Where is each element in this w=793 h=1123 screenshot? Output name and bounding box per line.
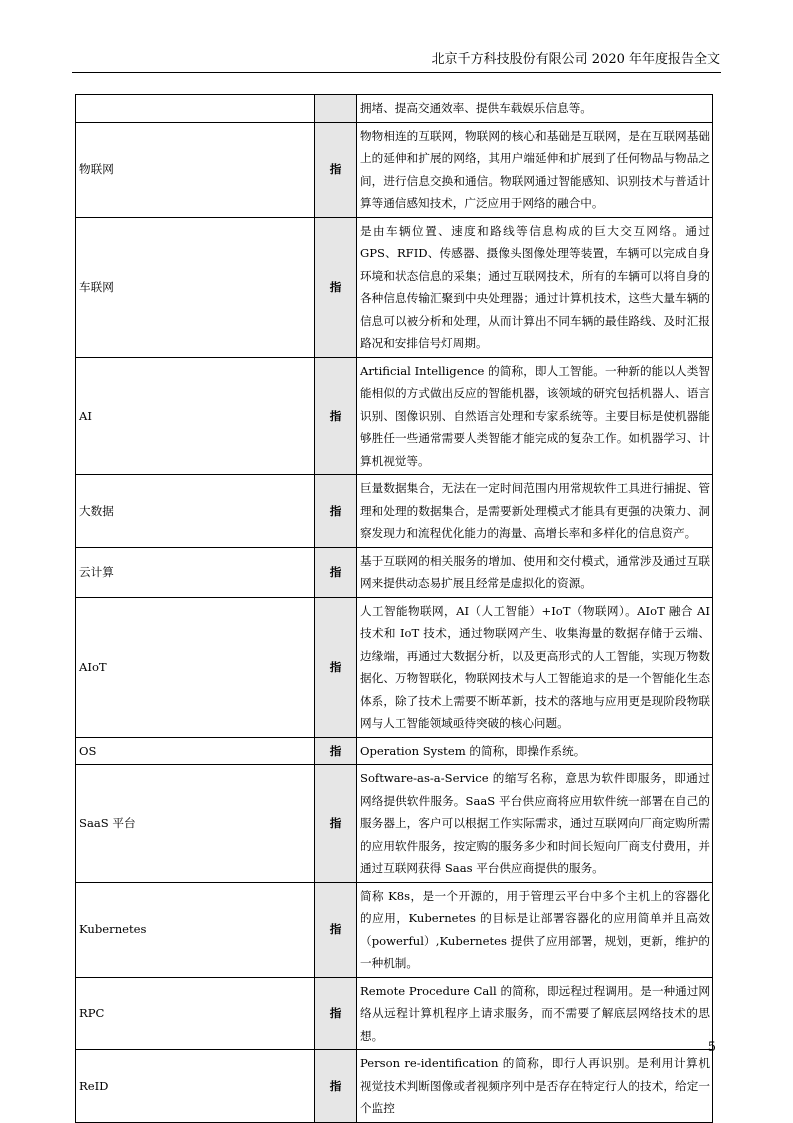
table-row bbox=[76, 597, 713, 737]
definition-cell: 人工智能物联网，AI（人工智能）+IoT（物联网）。AIoT 融合 AI 技术和 IoT 技术，通过物联网产生、收集海量的数据存储于云端、边缘端，再通过大数据分析，以及更高形式的人工智能，实现万物数据化、万物智联化，物联网技术与人工智能追求的是一个智能化生态体系，除了技术上需要不断革新，技术的落地与应用更是现阶段物联网与人工智能领域亟待突破的核心问题。 bbox=[357, 597, 713, 737]
marker-cell: 指 bbox=[315, 765, 357, 883]
term-cell: 车联网 bbox=[76, 217, 315, 357]
definition-cell: Artificial Intelligence 的简称，即人工智能。一种新的能以人类智能相似的方式做出反应的智能机器，该领域的研究包括机器人、语言识别、图像识别、自然语言处理和专家系统等。主要目标是使机器能够胜任一些通常需要人类智能才能完成的复杂工作。如机器学习、计算机视觉等。 bbox=[357, 357, 713, 475]
marker-cell: 指 bbox=[315, 475, 357, 548]
header-divider bbox=[72, 72, 721, 73]
term-cell: AI bbox=[76, 357, 315, 475]
definition-cell: 物物相连的互联网，物联网的核心和基础是互联网，是在互联网基础上的延伸和扩展的网络，其用户端延伸和扩展到了任何物品与物品之间，进行信息交换和通信。物联网通过智能感知、识别技术与普适计算等通信感知技术，广泛应用于网络的融合中。 bbox=[357, 122, 713, 217]
definition-cell: 拥堵、提高交通效率、提供车载娱乐信息等。 bbox=[357, 95, 713, 123]
definition-cell: Software-as-a-Service 的缩写名称，意思为软件即服务，即通过网络提供软件服务。SaaS 平台供应商将应用软件统一部署在自己的服务器上，客户可以根据工作实际需求，通过互联网向厂商定购所需的应用软件服务，按定购的服务多少和时间长短向厂商支付费用，并通过互联网获得 Saas 平台供应商提供的服务。 bbox=[357, 765, 713, 883]
marker-cell: 指 bbox=[315, 882, 357, 977]
page-number: 5 bbox=[707, 1040, 716, 1055]
term-cell: SaaS 平台 bbox=[76, 765, 315, 883]
table-row bbox=[76, 1050, 713, 1123]
definition-cell: 巨量数据集合，无法在一定时间范围内用常规软件工具进行捕捉、管理和处理的数据集合，是需要新处理模式才能具有更强的决策力、洞察发现力和流程优化能力的海量、高增长率和多样化的信息资产。 bbox=[357, 475, 713, 548]
term-cell: 物联网 bbox=[76, 122, 315, 217]
table-row bbox=[76, 547, 713, 597]
marker-cell bbox=[315, 95, 357, 123]
marker-cell: 指 bbox=[315, 1050, 357, 1123]
glossary-table bbox=[75, 94, 713, 1123]
table-row bbox=[76, 357, 713, 475]
table-row bbox=[76, 977, 713, 1050]
marker-cell: 指 bbox=[315, 737, 357, 765]
term-cell: 大数据 bbox=[76, 475, 315, 548]
table-row bbox=[76, 765, 713, 883]
table-row bbox=[76, 122, 713, 217]
marker-cell: 指 bbox=[315, 357, 357, 475]
definition-cell: 简称 K8s，是一个开源的，用于管理云平台中多个主机上的容器化的应用，Kubernetes 的目标是让部署容器化的应用简单并且高效（powerful）,Kubernetes 提供了应用部署，规划，更新，维护的一种机制。 bbox=[357, 882, 713, 977]
table-row bbox=[76, 95, 713, 123]
term-cell: AIoT bbox=[76, 597, 315, 737]
marker-cell: 指 bbox=[315, 597, 357, 737]
marker-cell: 指 bbox=[315, 977, 357, 1050]
marker-cell: 指 bbox=[315, 217, 357, 357]
table-row bbox=[76, 217, 713, 357]
definition-cell: 基于互联网的相关服务的增加、使用和交付模式，通常涉及通过互联网来提供动态易扩展且经常是虚拟化的资源。 bbox=[357, 547, 713, 597]
table-row bbox=[76, 882, 713, 977]
table-row bbox=[76, 737, 713, 765]
report-header-title: 北京千方科技股份有限公司 2020 年年度报告全文 bbox=[431, 52, 720, 67]
definition-cell: Person re-identification 的简称，即行人再识别。是利用计算机视觉技术判断图像或者视频序列中是否存在特定行人的技术，给定一个监控 bbox=[357, 1050, 713, 1123]
term-cell: 云计算 bbox=[76, 547, 315, 597]
marker-cell: 指 bbox=[315, 547, 357, 597]
term-cell bbox=[76, 95, 315, 123]
definition-cell: Operation System 的简称，即操作系统。 bbox=[357, 737, 713, 765]
table-row bbox=[76, 475, 713, 548]
term-cell: Kubernetes bbox=[76, 882, 315, 977]
definition-cell: Remote Procedure Call 的简称，即远程过程调用。是一种通过网络从远程计算机程序上请求服务，而不需要了解底层网络技术的思想。 bbox=[357, 977, 713, 1050]
definition-cell: 是由车辆位置、速度和路线等信息构成的巨大交互网络。通过 GPS、RFID、传感器、摄像头图像处理等装置，车辆可以完成自身环境和状态信息的采集；通过互联网技术，所有的车辆可以将自身的各种信息传输汇聚到中央处理器；通过计算机技术，这些大量车辆的信息可以被分析和处理，从而计算出不同车辆的最佳路线、及时汇报路况和安排信号灯周期。 bbox=[357, 217, 713, 357]
term-cell: ReID bbox=[76, 1050, 315, 1123]
marker-cell: 指 bbox=[315, 122, 357, 217]
term-cell: OS bbox=[76, 737, 315, 765]
term-cell: RPC bbox=[76, 977, 315, 1050]
